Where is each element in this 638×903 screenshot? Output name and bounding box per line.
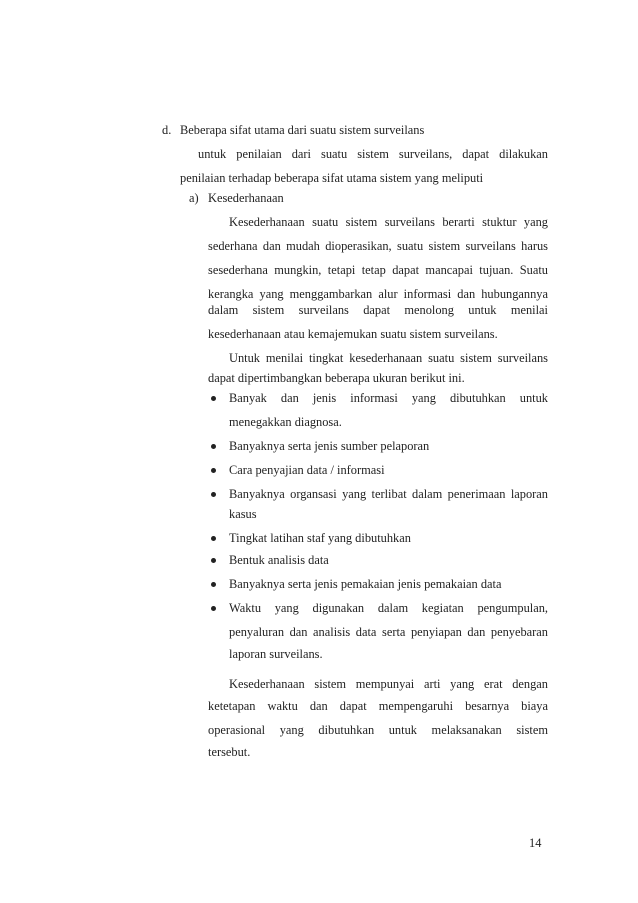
intro-line-2: penilaian terhadap beberapa sifat utama sistem yang meliputi xyxy=(180,171,484,185)
intro-line-1: untuk penilaian dari suatu sistem surveilans, dapat dilakukan xyxy=(198,147,548,161)
bullet-8-line-3: laporan surveilans. xyxy=(229,647,323,661)
bullet-icon xyxy=(211,444,216,449)
para3-line-3: operasional yang dibutuhkan untuk melaksanakan sistem xyxy=(208,723,548,737)
para1-line-2: sederhana dan mudah dioperasikan, suatu sistem surveilans harus xyxy=(208,239,548,253)
para3-line-4: tersebut. xyxy=(208,745,251,759)
section-heading: Beberapa sifat utama dari suatu sistem surveilans xyxy=(180,123,425,137)
para3-line-2: ketetapan waktu dan dapat mempengaruhi besarnya biaya xyxy=(208,699,548,713)
para1-line-1: Kesederhanaan suatu sistem surveilans berarti stuktur yang xyxy=(229,215,548,229)
subsection-title: Kesederhanaan xyxy=(208,191,284,205)
bullet-6-line-1: Bentuk analisis data xyxy=(229,553,329,567)
bullet-8-line-1: Waktu yang digunakan dalam kegiatan pengumpulan, xyxy=(229,601,548,615)
bullet-icon xyxy=(211,582,216,587)
para1-line-5: dalam sistem surveilans dapat menolong untuk menilai xyxy=(208,303,548,317)
bullet-icon xyxy=(211,468,216,473)
bullet-icon xyxy=(211,558,216,563)
bullet-4-line-2: kasus xyxy=(229,507,257,521)
para2-line-2: dapat dipertimbangkan beberapa ukuran berikut ini. xyxy=(208,371,465,385)
para1-line-4: kerangka yang menggambarkan alur informasi dan hubungannya xyxy=(208,287,548,301)
para1-line-6: kesederhanaan atau kemajemukan suatu sistem surveilans. xyxy=(208,327,498,341)
bullet-icon xyxy=(211,536,216,541)
bullet-4-line-1: Banyaknya organsasi yang terlibat dalam penerimaan laporan xyxy=(229,487,548,501)
bullet-7-line-1: Banyaknya serta jenis pemakaian jenis pemakaian data xyxy=(229,577,502,591)
bullet-8-line-2: penyaluran dan analisis data serta penyiapan dan penyebaran xyxy=(229,625,548,639)
bullet-3-line-1: Cara penyajian data / informasi xyxy=(229,463,385,477)
subsection-marker: a) xyxy=(189,191,199,205)
para2-line-1: Untuk menilai tingkat kesederhanaan suatu sistem surveilans xyxy=(229,351,548,365)
bullet-icon xyxy=(211,492,216,497)
section-marker: d. xyxy=(162,123,172,137)
bullet-icon xyxy=(211,396,216,401)
bullet-icon xyxy=(211,606,216,611)
bullet-1-line-1: Banyak dan jenis informasi yang dibutuhkan untuk xyxy=(229,391,548,405)
bullet-1-line-2: menegakkan diagnosa. xyxy=(229,415,342,429)
page-number: 14 xyxy=(529,836,542,850)
para3-line-1: Kesederhanaan sistem mempunyai arti yang erat dengan xyxy=(229,677,548,691)
para1-line-3: sesederhana mungkin, tetapi tetap dapat mancapai tujuan. Suatu xyxy=(208,263,548,277)
bullet-5-line-1: Tingkat latihan staf yang dibutuhkan xyxy=(229,531,411,545)
bullet-2-line-1: Banyaknya serta jenis sumber pelaporan xyxy=(229,439,430,453)
